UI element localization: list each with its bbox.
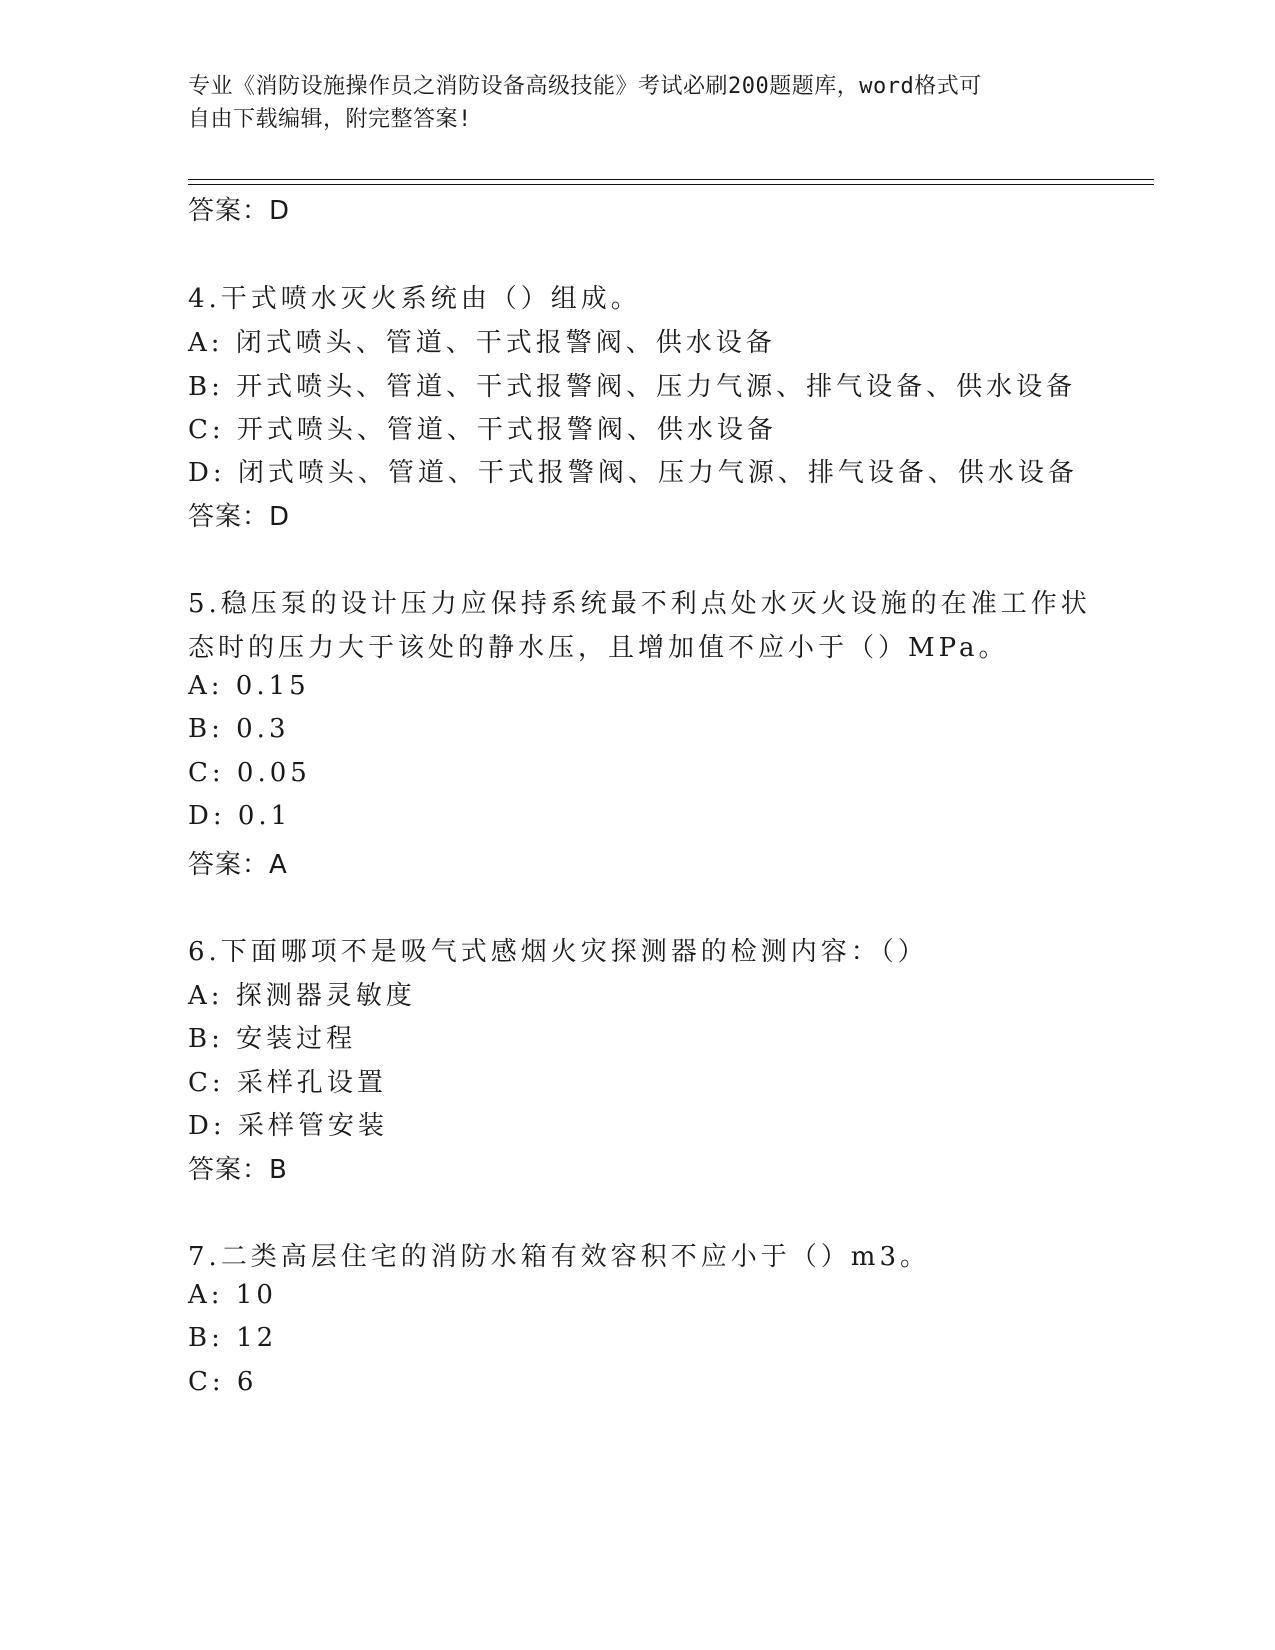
question-4-option-a: A: 闭式喷头、管道、干式报警阀、供水设备 <box>188 328 776 358</box>
question-7-option-c: C: 6 <box>188 1367 258 1397</box>
answer-q4: 答案：D <box>188 502 291 532</box>
answer-q6: 答案：B <box>188 1155 288 1185</box>
question-5-option-b: B: 0.3 <box>188 714 290 744</box>
header-line-1: 专业《消防设施操作员之消防设备高级技能》考试必刷200题题库，word格式可 <box>188 74 982 99</box>
question-4-option-d: D: 闭式喷头、管道、干式报警阀、压力气源、排气设备、供水设备 <box>188 458 1078 488</box>
question-5-option-c: C: 0.05 <box>188 758 311 788</box>
question-6-stem: 6.下面哪项不是吸气式感烟火灾探测器的检测内容：（） <box>188 937 928 967</box>
question-7-stem: 7.二类高层住宅的消防水箱有效容积不应小于（）m3。 <box>188 1242 931 1272</box>
question-5-option-a: A: 0.15 <box>188 671 310 701</box>
answer-q3: 答案：D <box>188 196 291 226</box>
question-5-option-d: D: 0.1 <box>188 801 292 831</box>
question-6-option-d: D: 采样管安装 <box>188 1111 388 1141</box>
question-4-option-b: B: 开式喷头、管道、干式报警阀、压力气源、排气设备、供水设备 <box>188 372 1077 402</box>
answer-q5: 答案：A <box>188 850 288 880</box>
question-6-option-a: A: 探测器灵敏度 <box>188 981 416 1011</box>
question-7-option-b: B: 12 <box>188 1323 278 1353</box>
header-line-2: 自由下载编辑，附完整答案! <box>188 107 472 132</box>
document-header <box>188 70 1088 136</box>
question-5-stem-line-1: 5.稳压泵的设计压力应保持系统最不利点处水灭火设施的在准工作状 <box>188 589 1091 619</box>
question-6-option-b: B: 安装过程 <box>188 1024 357 1054</box>
question-4-stem: 4.干式喷水灭火系统由（）组成。 <box>188 284 641 314</box>
question-5-stem-line-2: 态时的压力大于该处的静水压，且增加值不应小于（）MPa。 <box>188 633 1009 663</box>
question-7-option-a: A: 10 <box>188 1280 277 1310</box>
header-divider-bottom <box>188 184 1154 185</box>
question-6-option-c: C: 采样孔设置 <box>188 1068 387 1098</box>
header-divider-top <box>188 179 1154 180</box>
question-4-option-c: C: 开式喷头、管道、干式报警阀、供水设备 <box>188 415 777 445</box>
